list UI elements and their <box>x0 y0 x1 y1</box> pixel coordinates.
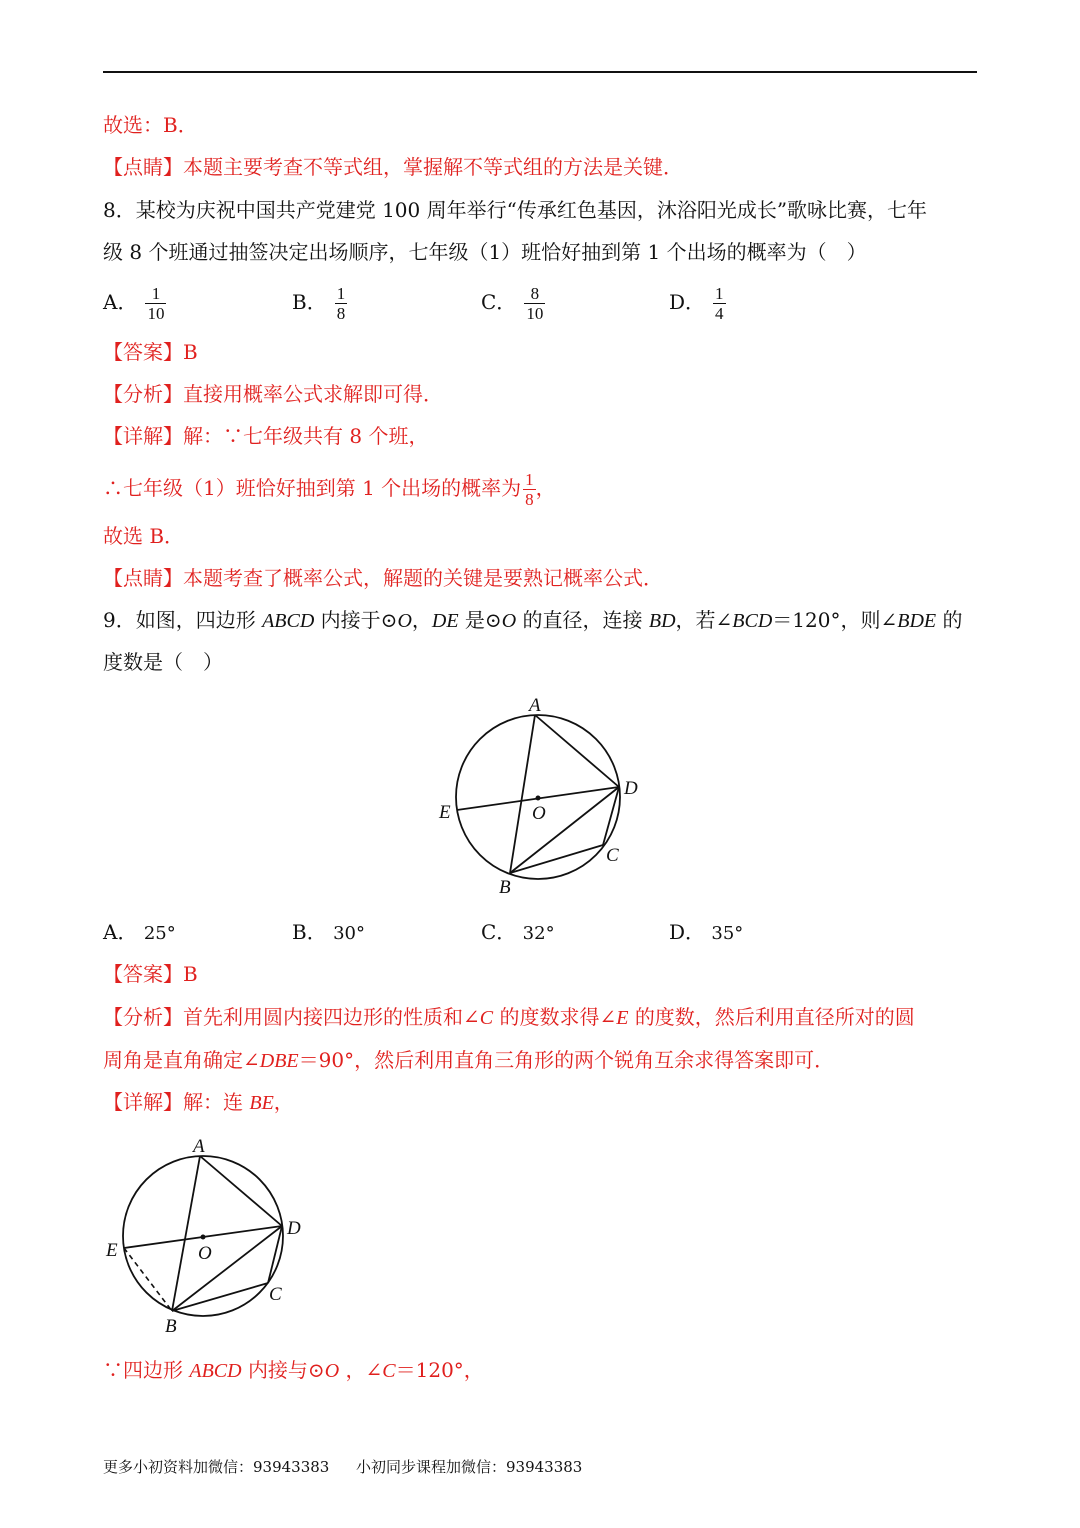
q9-because: ∵四边形 ABCD 内接与⊙O ，∠C＝120°， <box>103 1358 484 1382</box>
q9-analysis-line2: 周角是直角确定∠DBE＝90°，然后利用直角三角形的两个锐角互余求得答案即可． <box>103 1048 835 1072</box>
label-d: D <box>624 778 638 799</box>
q9-circle-figure <box>425 690 655 905</box>
q9-analysis-line1: 【分析】首先利用圆内接四边形的性质和∠C 的度数求得∠E 的度数，然后利用直径所对的圆 <box>103 1005 915 1029</box>
label-o: O <box>532 803 546 824</box>
fraction: $\frac{1}{8}$ <box>525 470 534 509</box>
q9-option-b: B． 30° <box>292 920 365 944</box>
q9-option-c: C． 32° <box>481 920 555 944</box>
label-b: B <box>499 877 511 898</box>
q8-remark: 【点睛】本题考查了概率公式，解题的关键是要熟记概率公式． <box>103 566 663 590</box>
q8-option-c: C． $\frac{8}{10}$ <box>481 284 544 323</box>
q8-conclusion: 故选 B． <box>103 524 185 548</box>
q8-detail: 【详解】解：∵七年级共有 8 个班， <box>103 424 429 448</box>
header-rule <box>103 71 977 73</box>
q9-detail: 【详解】解：连 BE， <box>103 1090 294 1114</box>
label-c: C <box>269 1284 282 1305</box>
label-o: O <box>198 1243 212 1264</box>
label-b: B <box>165 1316 177 1337</box>
segment-ab <box>172 1156 200 1311</box>
center-dot <box>536 796 541 801</box>
q8-therefore: ∴七年级（1）班恰好抽到第 1 个出场的概率为 $\frac{1}{8}$ ， <box>103 470 556 509</box>
label-d: D <box>287 1218 301 1239</box>
q9-option-d: D． 35° <box>669 920 744 944</box>
q8-answer: 【答案】B <box>103 340 198 364</box>
q9-stem-line1: 9．如图，四边形 ABCD 内接于⊙O，DE 是⊙O 的直径，连接 BD，若∠BCD＝120°，则∠BDE 的 <box>103 608 963 632</box>
q8-stem-line2: 级 8 个班通过抽签决定出场顺序，七年级（1）班恰好抽到第 1 个出场的概率为（ ） <box>103 240 867 264</box>
prev-conclusion: 故选：B． <box>103 113 198 137</box>
q8-stem-line1: 8．某校为庆祝中国共产党建党 100 周年举行“传承红色基因，沐浴阳光成长”歌咏比赛，七年 <box>103 198 928 222</box>
label-e: E <box>439 802 451 823</box>
q8-option-b: B． $\frac{1}{8}$ <box>292 284 346 323</box>
fraction: $\frac{1}{8}$ <box>336 284 346 323</box>
fraction: $\frac{1}{10}$ <box>147 284 165 323</box>
label-a: A <box>193 1136 205 1157</box>
footer-right: 小初同步课程加微信：93943383 <box>356 1458 583 1476</box>
fraction: $\frac{1}{4}$ <box>715 284 724 323</box>
label-e: E <box>106 1240 118 1261</box>
q9-answer: 【答案】B <box>103 962 198 986</box>
label-a: A <box>529 695 541 716</box>
segment-cd <box>603 787 619 845</box>
q9-stem-line2: 度数是（ ） <box>103 650 223 674</box>
q9-option-a: A． 25° <box>103 920 176 944</box>
q8-analysis: 【分析】直接用概率公式求解即可得． <box>103 382 443 406</box>
q8-option-a: A． $\frac{1}{10}$ <box>103 284 165 323</box>
footer-left: 更多小初资料加微信：93943383 <box>103 1458 330 1476</box>
fraction: $\frac{8}{10}$ <box>526 284 544 323</box>
segment-ab <box>510 715 535 873</box>
center-dot <box>201 1235 206 1240</box>
label-c: C <box>606 845 619 866</box>
q8-option-d: D． $\frac{1}{4}$ <box>669 284 724 323</box>
prev-remark: 【点睛】本题主要考查不等式组，掌握解不等式组的方法是关键． <box>103 155 683 179</box>
remark-tag: 【点睛】 <box>103 155 183 179</box>
q9-solution-figure <box>100 1132 315 1342</box>
segment-bc <box>510 845 603 873</box>
segment-be-dashed <box>124 1248 172 1311</box>
